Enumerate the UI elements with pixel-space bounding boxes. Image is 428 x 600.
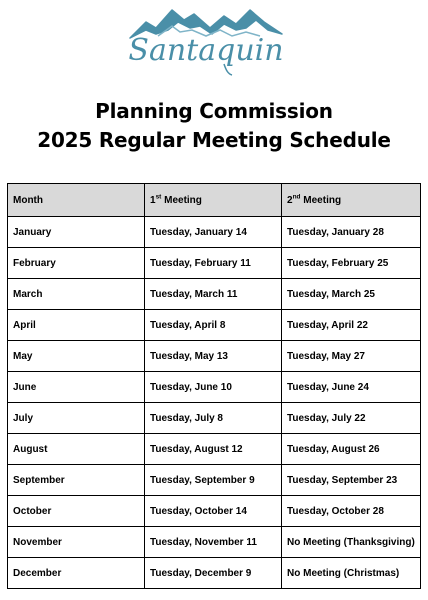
- first-meeting-cell: Tuesday, October 14: [145, 496, 282, 527]
- month-cell: May: [8, 341, 145, 372]
- title-line-2: 2025 Regular Meeting Schedule: [37, 128, 391, 152]
- table-row: [8, 527, 421, 558]
- mountain-logo-icon: [128, 4, 284, 76]
- meeting-schedule-table: [7, 183, 421, 589]
- month-cell: September: [8, 465, 145, 496]
- second-meeting-cell: Tuesday, March 25: [282, 279, 421, 310]
- month-cell: July: [8, 403, 145, 434]
- title-line-1: Planning Commission: [95, 99, 333, 123]
- second-meeting-cell: Tuesday, September 23: [282, 465, 421, 496]
- table-row: [8, 279, 421, 310]
- month-cell: October: [8, 496, 145, 527]
- second-meeting-cell: Tuesday, October 28: [282, 496, 421, 527]
- second-meeting-cell: Tuesday, May 27: [282, 341, 421, 372]
- table-row: [8, 248, 421, 279]
- first-meeting-cell: Tuesday, November 11: [145, 527, 282, 558]
- santaquin-logo: [128, 4, 284, 76]
- table-row: [8, 310, 421, 341]
- table-row: [8, 496, 421, 527]
- month-cell: March: [8, 279, 145, 310]
- month-cell: January: [8, 217, 145, 248]
- second-meeting-cell: No Meeting (Christmas): [282, 558, 421, 589]
- table-row: [8, 403, 421, 434]
- first-meeting-cell: Tuesday, January 14: [145, 217, 282, 248]
- table-header-row: [8, 184, 421, 217]
- first-meeting-cell: Tuesday, December 9: [145, 558, 282, 589]
- first-meeting-cell: Tuesday, August 12: [145, 434, 282, 465]
- first-meeting-cell: Tuesday, March 11: [145, 279, 282, 310]
- header-second-meeting: [282, 184, 421, 217]
- second-meeting-cell: Tuesday, February 25: [282, 248, 421, 279]
- month-cell: June: [8, 372, 145, 403]
- second-meeting-cell: Tuesday, July 22: [282, 403, 421, 434]
- table-row: [8, 217, 421, 248]
- header-first-sup: st: [155, 193, 162, 201]
- month-cell: February: [8, 248, 145, 279]
- second-meeting-cell: Tuesday, April 22: [282, 310, 421, 341]
- header-first-word: Meeting: [161, 194, 202, 206]
- header-second-word: Meeting: [300, 194, 342, 206]
- month-cell: December: [8, 558, 145, 589]
- svg-text:Santaquin: Santaquin: [128, 33, 284, 68]
- table-row: [8, 558, 421, 589]
- first-meeting-cell: Tuesday, February 11: [145, 248, 282, 279]
- table-row: [8, 434, 421, 465]
- header-second-num: 2: [287, 194, 293, 206]
- header-month: Month: [8, 184, 145, 217]
- second-meeting-cell: No Meeting (Thanksgiving): [282, 527, 421, 558]
- table-row: [8, 465, 421, 496]
- first-meeting-cell: Tuesday, June 10: [145, 372, 282, 403]
- first-meeting-cell: Tuesday, September 9: [145, 465, 282, 496]
- first-meeting-cell: Tuesday, May 13: [145, 341, 282, 372]
- second-meeting-cell: Tuesday, June 24: [282, 372, 421, 403]
- second-meeting-cell: Tuesday, January 28: [282, 217, 421, 248]
- header-first-meeting: [145, 184, 282, 217]
- first-meeting-cell: Tuesday, July 8: [145, 403, 282, 434]
- second-meeting-cell: Tuesday, August 26: [282, 434, 421, 465]
- month-cell: November: [8, 527, 145, 558]
- header-second-sup: nd: [292, 193, 301, 201]
- month-cell: August: [8, 434, 145, 465]
- table-row: [8, 372, 421, 403]
- document-title: [0, 97, 428, 155]
- header-first-num: 1: [150, 194, 156, 206]
- table-row: [8, 341, 421, 372]
- month-cell: April: [8, 310, 145, 341]
- first-meeting-cell: Tuesday, April 8: [145, 310, 282, 341]
